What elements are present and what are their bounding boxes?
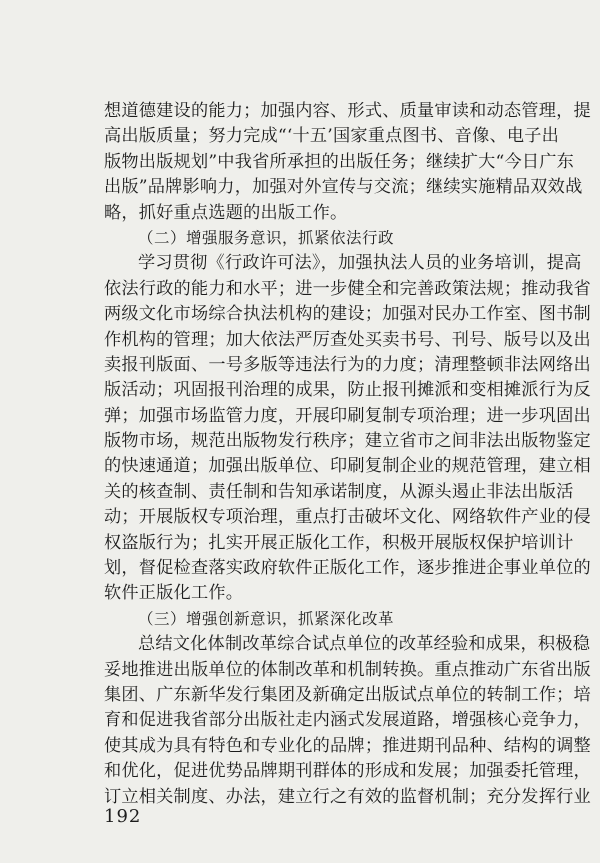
text-line: 集团、广东新华发行集团及新确定出版试点单位的转制工作；培 bbox=[104, 684, 591, 705]
text-line: 版物出版规划”中我省所承担的出版任务；继续扩大“今日广东 bbox=[104, 151, 575, 172]
section-heading-3: （三）增强创新意识，抓紧深化改革 bbox=[138, 609, 395, 628]
text-line: 育和促进我省部分出版社走内涵式发展道路，增强核心竞争力， bbox=[104, 710, 591, 731]
text-line: 妥地推进出版单位的体制改革和机制转换。重点推动广东省出版 bbox=[104, 659, 591, 680]
text-line: 出版”品牌影响力，加强对外宣传与交流；继续实施精品双效战 bbox=[104, 177, 583, 198]
page-number: 192 bbox=[104, 806, 142, 827]
text-line: 弹；加强市场监管力度，开展印刷复制专项治理；进一步巩固出 bbox=[104, 405, 591, 426]
text-line: 两级文化市场综合执法机构的建设；加强对民办工作室、图书制 bbox=[104, 304, 591, 325]
text-line: 总结文化体制改革综合试点单位的改革经验和成果，积极稳 bbox=[138, 634, 591, 655]
text-line: 想道德建设的能力；加强内容、形式、质量审读和动态管理，提 bbox=[104, 101, 591, 121]
text-line: 关的核查制、责任制和告知承诺制度，从源头遏止非法出版活 bbox=[104, 481, 574, 502]
paragraph-2 bbox=[104, 251, 591, 606]
text-line: 卖报刊版面、一号多版等违法行为的力度；清理整顿非法网络出 bbox=[104, 354, 591, 375]
text-line: 版活动；巩固报刊治理的成果，防止报刊摊派和变相摊派行为反 bbox=[104, 380, 591, 401]
text-line: 作机构的管理；加大依法严厉查处买卖书号、刊号、版号以及出 bbox=[104, 329, 591, 350]
text-line: 使其成为具有特色和专业化的品牌；推进期刊品种、结构的调整 bbox=[104, 735, 591, 756]
text-line: 的快速通道；加强出版单位、印刷复制企业的规范管理，建立相 bbox=[104, 456, 591, 477]
text-line: 版物市场，规范出版物发行秩序；建立省市之间非法出版物鉴定 bbox=[104, 431, 591, 452]
text-line: 订立相关制度、办法，建立行之有效的监督机制；充分发挥行业 bbox=[104, 786, 591, 807]
text-line: 权盗版行为；扎实开展正版化工作，积极开展版权保护培训计 bbox=[104, 532, 574, 553]
text-line: 和优化，促进优势品牌期刊群体的形成和发展；加强委托管理， bbox=[104, 761, 591, 782]
paragraph-1 bbox=[104, 99, 591, 226]
text-line: 软件正版化工作。 bbox=[104, 583, 244, 604]
text-line: 依法行政的能力和水平；进一步健全和完善政策法规；推动我省 bbox=[104, 278, 591, 299]
text-line: 高出版质量；努力完成“‘十五’国家重点图书、音像、电子出 bbox=[104, 126, 560, 147]
text-line: 学习贯彻《行政许可法》，加强执法人员的业务培训，提高 bbox=[138, 253, 582, 274]
section-heading-2: （二）增强服务意识，抓紧依法行政 bbox=[138, 228, 395, 247]
body-text bbox=[104, 99, 591, 810]
text-line: 划，督促检查落实政府软件正版化工作，逐步推进企事业单位的 bbox=[104, 558, 591, 579]
text-line: 动；开展版权专项治理，重点打击破坏文化、网络软件产业的侵 bbox=[104, 507, 591, 528]
paragraph-3 bbox=[104, 632, 591, 810]
text-line: 略，抓好重点选题的出版工作。 bbox=[104, 202, 348, 223]
